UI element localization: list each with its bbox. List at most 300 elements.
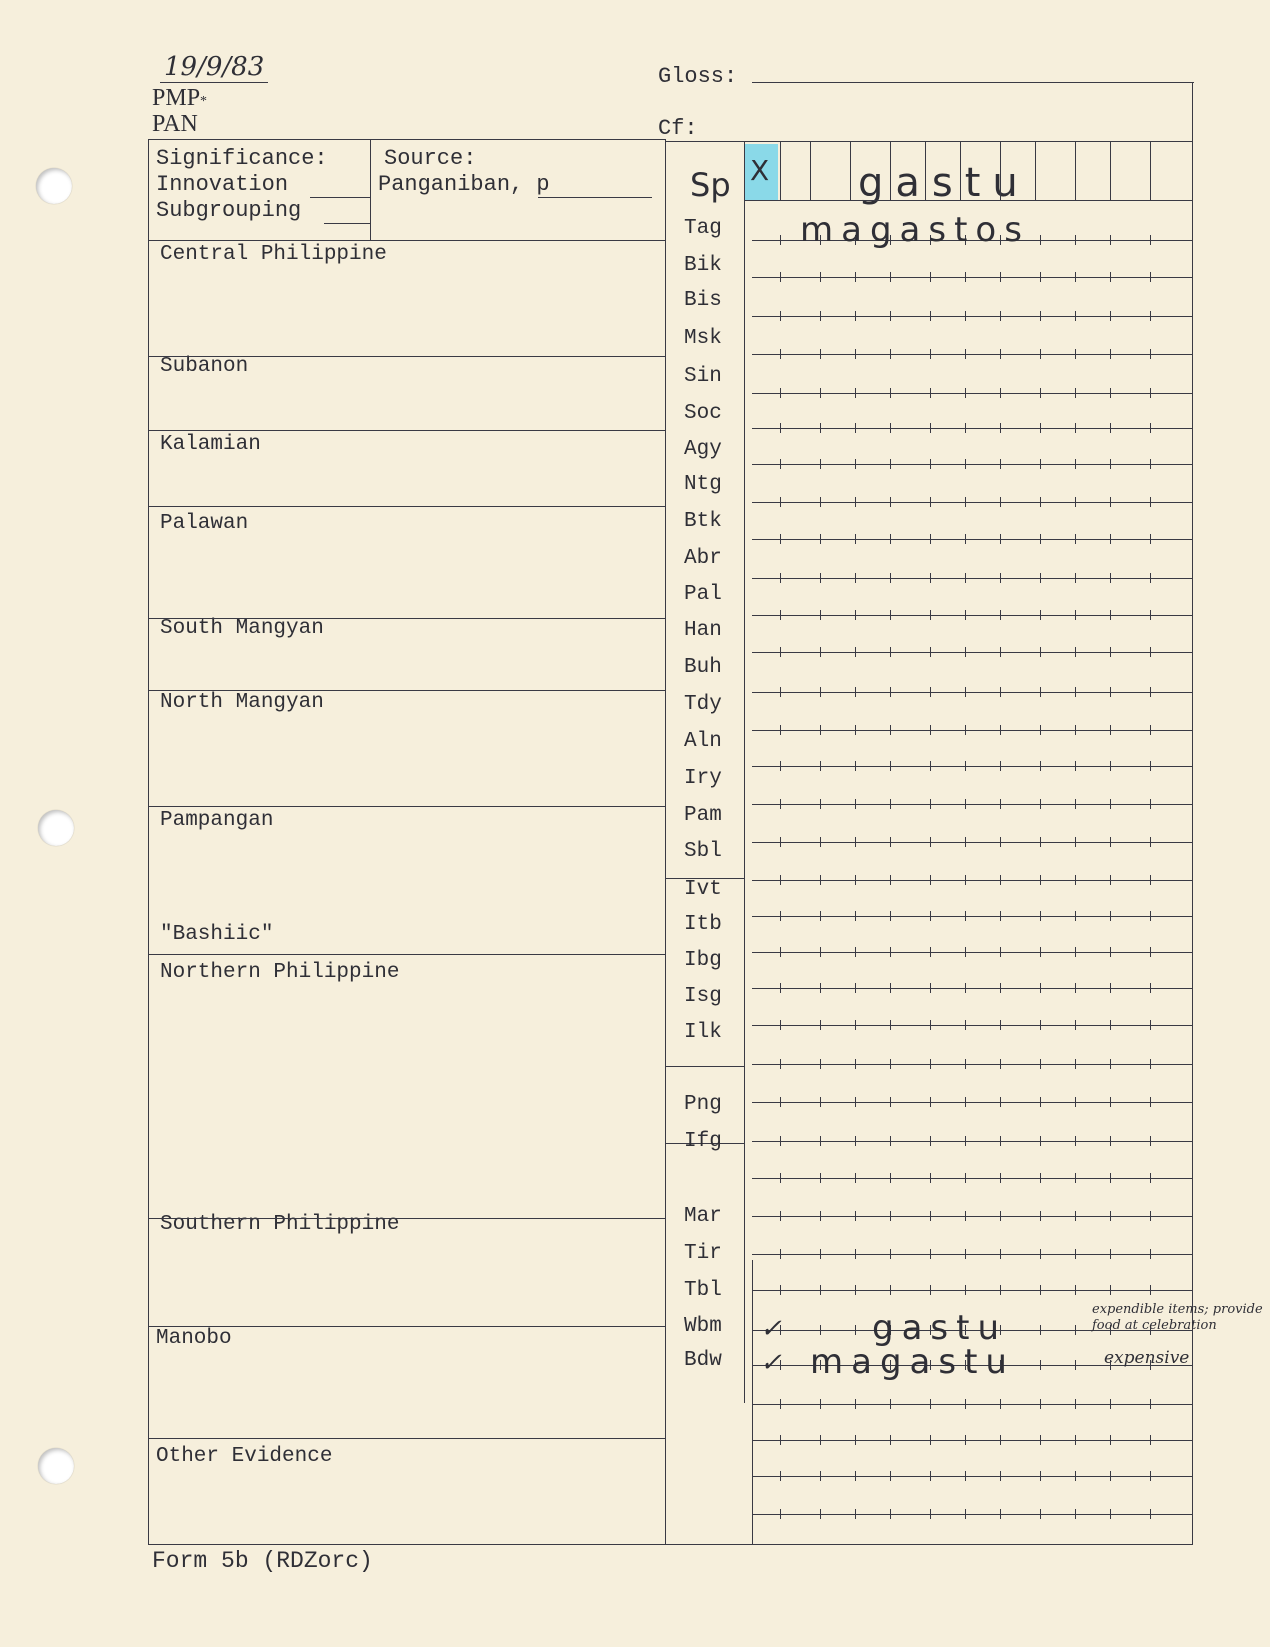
grid-line: [1150, 687, 1151, 697]
grid-line: [148, 1438, 665, 1439]
grid-line: [965, 272, 966, 282]
grid-line: [855, 947, 856, 957]
grid-line: [780, 459, 781, 469]
grid-line: [1110, 459, 1111, 469]
grid-line: [1150, 911, 1151, 921]
region-label: Southern Philippine: [160, 1213, 400, 1236]
grid-line: [930, 1285, 931, 1295]
language-code: Isg: [684, 985, 722, 1008]
grid-line: [780, 1285, 781, 1295]
source-page-blank: [538, 197, 652, 198]
grid-line: [820, 1509, 821, 1519]
grid-line: [1000, 534, 1001, 544]
grid-line: [1000, 837, 1001, 847]
grid-line: [1040, 311, 1041, 321]
grid-line: [780, 235, 781, 245]
grid-line: [1150, 1211, 1151, 1221]
grid-line: [855, 687, 856, 697]
grid-line: [965, 610, 966, 620]
punch-hole-bottom: [38, 1448, 74, 1484]
grid-line: [855, 1325, 856, 1335]
grid-line: [1040, 534, 1041, 544]
grid-line: [925, 141, 926, 201]
grid-line: [855, 1399, 856, 1409]
grid-line: [930, 1471, 931, 1481]
grid-line: [1000, 1435, 1001, 1445]
grid-line: [1110, 272, 1111, 282]
grid-line: [665, 139, 666, 1544]
region-label: North Mangyan: [160, 691, 324, 714]
grid-line: [1000, 761, 1001, 771]
grid-line: [855, 761, 856, 771]
grid-line: [820, 1435, 821, 1445]
grid-line: [780, 1509, 781, 1519]
grid-line: [855, 497, 856, 507]
region-label: Palawan: [160, 512, 249, 535]
grid-line: [752, 730, 1192, 731]
grid-line: [965, 911, 966, 921]
grid-line: [820, 1249, 821, 1259]
grid-line: [890, 1399, 891, 1409]
grid-line: [1075, 799, 1076, 809]
grid-line: [1150, 799, 1151, 809]
grid-line: [1075, 459, 1076, 469]
innovation-blank: [310, 197, 370, 198]
grid-line: [965, 349, 966, 359]
grid-line: [1040, 799, 1041, 809]
grid-line: [855, 1059, 856, 1069]
grid-line: [1040, 235, 1041, 245]
grid-line: [1110, 837, 1111, 847]
language-code: Mar: [684, 1205, 722, 1228]
proto-code: Sp: [690, 166, 731, 204]
source-label: Source:: [384, 146, 477, 171]
grid-line: [890, 1173, 891, 1183]
grid-line: [1000, 1211, 1001, 1221]
grid-line: [965, 1059, 966, 1069]
grid-line: [1075, 875, 1076, 885]
grid-line: [1075, 311, 1076, 321]
grid-line: [820, 1285, 821, 1295]
grid-line: [1040, 459, 1041, 469]
language-code: Bik: [684, 254, 722, 277]
grid-line: [1040, 1249, 1041, 1259]
grid-line: [1000, 1097, 1001, 1107]
grid-line: [890, 1020, 891, 1030]
grid-line: [820, 459, 821, 469]
grid-line: [890, 647, 891, 657]
grid-line: [820, 1471, 821, 1481]
grid-line: [1075, 1435, 1076, 1445]
grid-line: [1110, 1509, 1111, 1519]
grid-line: [820, 497, 821, 507]
grid-line: [780, 272, 781, 282]
grid-line: [930, 725, 931, 735]
grid-line: [148, 1218, 665, 1219]
grid-line: [1075, 610, 1076, 620]
proto-mark: X: [750, 154, 770, 187]
grid-line: [930, 983, 931, 993]
grid-line: [820, 1399, 821, 1409]
grid-line: [1040, 1399, 1041, 1409]
grid-line: [1075, 1325, 1076, 1335]
grid-line: [930, 875, 931, 885]
grid-line: [820, 911, 821, 921]
grid-line: [752, 277, 1192, 278]
grid-line: [1035, 141, 1036, 201]
language-code: Soc: [684, 402, 722, 425]
grid-line: [1150, 983, 1151, 993]
grid-line: [930, 911, 931, 921]
grid-line: [1150, 1285, 1151, 1295]
grid-line: [780, 610, 781, 620]
grid-line: [855, 647, 856, 657]
grid-line: [855, 1097, 856, 1107]
grid-line: [930, 837, 931, 847]
grid-line: [1000, 610, 1001, 620]
grid-line: [1110, 610, 1111, 620]
grid-line: [820, 725, 821, 735]
grid-line: [820, 573, 821, 583]
grid-line: [1110, 647, 1111, 657]
language-code: Tag: [684, 217, 722, 240]
language-code: Sin: [684, 365, 722, 388]
grid-line: [1040, 1435, 1041, 1445]
grid-line: [1040, 610, 1041, 620]
grid-line: [1075, 647, 1076, 657]
grid-line: [752, 1290, 1192, 1291]
grid-line: [1075, 983, 1076, 993]
grid-line: [820, 1136, 821, 1146]
grid-line: [855, 610, 856, 620]
grid-line: [1000, 911, 1001, 921]
grid-line: [1000, 725, 1001, 735]
grid-line: [890, 349, 891, 359]
grid-line: [855, 349, 856, 359]
form-footer: Form 5b (RDZorc): [152, 1548, 373, 1574]
grid-line: [1150, 1097, 1151, 1107]
grid-line: [780, 311, 781, 321]
grid-line: [820, 610, 821, 620]
grid-line: [820, 388, 821, 398]
grid-line: [1150, 1173, 1151, 1183]
region-label: "Bashiic": [160, 923, 274, 946]
grid-line: [965, 1399, 966, 1409]
language-code: Tir: [684, 1242, 722, 1265]
grid-line: [890, 1509, 891, 1519]
grid-line: [752, 652, 1192, 653]
grid-line: [780, 141, 781, 201]
grid-line: [1075, 837, 1076, 847]
grid-line: [1150, 423, 1151, 433]
language-code: Han: [684, 619, 722, 642]
grid-line: [1075, 1509, 1076, 1519]
grid-line: [1150, 610, 1151, 620]
grid-line: [780, 725, 781, 735]
grid-line: [1110, 311, 1111, 321]
grid-line: [890, 423, 891, 433]
punch-hole-top: [36, 168, 72, 204]
grid-line: [752, 539, 1192, 540]
grid-line: [1110, 761, 1111, 771]
grid-line: [752, 615, 1192, 616]
grid-line: [930, 459, 931, 469]
grid-line: [965, 983, 966, 993]
grid-line: [1000, 947, 1001, 957]
grid-line: [1075, 272, 1076, 282]
grid-line: [890, 1285, 891, 1295]
grid-line: [780, 388, 781, 398]
grid-line: [930, 497, 931, 507]
grid-line: [1000, 1020, 1001, 1030]
grid-line: [890, 911, 891, 921]
grid-line: [930, 573, 931, 583]
grid-line: [820, 837, 821, 847]
grid-line: [820, 1325, 821, 1335]
grid-line: [752, 393, 1192, 394]
grid-line: [148, 954, 665, 955]
language-code: Png: [684, 1093, 722, 1116]
grid-line: [752, 842, 1192, 843]
grid-line: [930, 534, 931, 544]
grid-line: [890, 141, 891, 201]
language-code: Pal: [684, 583, 722, 606]
grid-line: [752, 1141, 1192, 1142]
grid-line: [890, 1136, 891, 1146]
grid-line: [780, 799, 781, 809]
grid-line: [752, 1178, 1192, 1179]
grid-line: [930, 687, 931, 697]
grid-line: [1110, 1173, 1111, 1183]
grid-line: [780, 837, 781, 847]
grid-line: [1150, 573, 1151, 583]
grid-line: [780, 1059, 781, 1069]
grid-line: [752, 1025, 1192, 1026]
grid-line: [752, 1404, 1192, 1405]
subgrouping-blank: [324, 223, 370, 224]
grid-line: [744, 200, 1193, 201]
grid-line: [965, 1285, 966, 1295]
grid-line: [752, 1102, 1192, 1103]
grid-line: [930, 311, 931, 321]
grid-line: [820, 272, 821, 282]
grid-line: [780, 1249, 781, 1259]
grid-line: [930, 1059, 931, 1069]
grid-line: [855, 534, 856, 544]
grid-line: [930, 610, 931, 620]
language-code: Ivt: [684, 878, 722, 901]
grid-line: [1110, 423, 1111, 433]
grid-line: [820, 534, 821, 544]
region-label: Manobo: [156, 1327, 232, 1350]
grid-line: [370, 139, 371, 241]
grid-line: [1110, 911, 1111, 921]
grid-line: [1040, 1020, 1041, 1030]
language-code: Ntg: [684, 473, 722, 496]
grid-line: [930, 1136, 931, 1146]
grid-line: [965, 423, 966, 433]
grid-line: [1110, 349, 1111, 359]
grid-line: [1075, 1285, 1076, 1295]
grid-line: [965, 1173, 966, 1183]
grid-line: [890, 388, 891, 398]
grid-line: [855, 1471, 856, 1481]
language-code: Msk: [684, 327, 722, 350]
grid-line: [1150, 1136, 1151, 1146]
grid-line: [820, 647, 821, 657]
date: 19/9/83: [160, 52, 268, 83]
grid-line: [965, 761, 966, 771]
grid-line: [1040, 837, 1041, 847]
grid-line: [930, 947, 931, 957]
language-code: Aln: [684, 730, 722, 753]
grid-line: [1150, 761, 1151, 771]
grid-line: [780, 423, 781, 433]
grid-line: [1110, 1097, 1111, 1107]
source-value: Panganiban, p: [378, 172, 550, 197]
grid-line: [1040, 761, 1041, 771]
grid-line: [855, 1136, 856, 1146]
grid-line: [855, 1173, 856, 1183]
grid-line: [855, 388, 856, 398]
grid-line: [1040, 573, 1041, 583]
grid-line: [820, 1020, 821, 1030]
grid-line: [1150, 311, 1151, 321]
gloss-label: Gloss:: [658, 64, 738, 89]
grid-line: [780, 1471, 781, 1481]
grid-line: [1040, 1285, 1041, 1295]
grid-line: [890, 1059, 891, 1069]
grid-line: [965, 725, 966, 735]
grid-line: [1110, 799, 1111, 809]
grid-line: [752, 692, 1192, 693]
grid-line: [965, 459, 966, 469]
grid-line: [1110, 1435, 1111, 1445]
grid-line: [1075, 349, 1076, 359]
grid-line: [890, 875, 891, 885]
language-code: Iry: [684, 767, 722, 790]
language-code: Tdy: [684, 693, 722, 716]
grid-line: [752, 1254, 1192, 1255]
grid-line: [1110, 1211, 1111, 1221]
grid-line: [1040, 1471, 1041, 1481]
grid-line: [965, 947, 966, 957]
grid-line: [1110, 235, 1111, 245]
grid-line: [752, 578, 1192, 579]
grid-line: [855, 1435, 856, 1445]
grid-line: [930, 799, 931, 809]
grid-line: [752, 766, 1192, 767]
proto-form: gastu: [858, 160, 1030, 206]
grid-line: [965, 647, 966, 657]
language-code: Itb: [684, 913, 722, 936]
grid-line: [1150, 837, 1151, 847]
grid-line: [890, 534, 891, 544]
region-label: Subanon: [160, 355, 249, 378]
grid-line: [890, 1249, 891, 1259]
grid-line: [965, 311, 966, 321]
grid-line: [890, 837, 891, 847]
grid-line: [1040, 1173, 1041, 1183]
grid-line: [965, 1136, 966, 1146]
grid-line: [1040, 388, 1041, 398]
grid-line: [1110, 573, 1111, 583]
grid-line: [752, 952, 1192, 953]
grid-line: [965, 1020, 966, 1030]
grid-line: [1075, 1211, 1076, 1221]
grid-line: [1000, 141, 1001, 201]
region-label: Northern Philippine: [160, 961, 400, 984]
grid-line: [1150, 875, 1151, 885]
grid-line: [855, 311, 856, 321]
pmp-label: PMP*: [152, 85, 208, 111]
grid-line: [890, 497, 891, 507]
grid-line: [752, 1440, 1192, 1441]
grid-line: [965, 875, 966, 885]
grid-line: [1150, 725, 1151, 735]
grid-line: [890, 947, 891, 957]
grid-line: [1040, 687, 1041, 697]
grid-line: [1150, 388, 1151, 398]
grid-line: [1000, 388, 1001, 398]
grid-line: [890, 459, 891, 469]
grid-line: [930, 1509, 931, 1519]
grid-line: [1150, 141, 1151, 201]
grid-line: [855, 725, 856, 735]
grid-line: [820, 311, 821, 321]
grid-line: [1040, 647, 1041, 657]
language-code: Abr: [684, 547, 722, 570]
grid-line: [1075, 1020, 1076, 1030]
grid-line: [965, 687, 966, 697]
grid-line: [148, 618, 665, 619]
grid-line: [1040, 1509, 1041, 1519]
grid-line: [1040, 1097, 1041, 1107]
grid-line: [930, 423, 931, 433]
grid-line: [1040, 349, 1041, 359]
grid-line: [930, 1097, 931, 1107]
grid-line: [1110, 1285, 1111, 1295]
grid-line: [890, 687, 891, 697]
grid-line: [1150, 497, 1151, 507]
language-gloss: expendible items; provide food at celebration: [1092, 1302, 1263, 1333]
grid-line: [1110, 875, 1111, 885]
grid-line: [855, 1211, 856, 1221]
grid-line: [148, 139, 665, 140]
grid-line: [752, 354, 1192, 355]
grid-line: [930, 1020, 931, 1030]
grid-line: [1040, 423, 1041, 433]
language-code: Pam: [684, 804, 722, 827]
grid-line: [820, 947, 821, 957]
grid-line: [1075, 141, 1076, 201]
subgrouping-label: Subgrouping: [156, 198, 302, 223]
grid-line: [1000, 875, 1001, 885]
grid-line: [752, 1514, 1192, 1515]
grid-line: [930, 388, 931, 398]
region-label: Pampangan: [160, 809, 274, 832]
grid-line: [148, 806, 665, 807]
grid-line: [965, 1249, 966, 1259]
grid-line: [1000, 983, 1001, 993]
grid-line: [890, 272, 891, 282]
grid-line: [1075, 497, 1076, 507]
language-code: Ifg: [684, 1130, 722, 1153]
grid-line: [1150, 459, 1151, 469]
grid-line: [1000, 497, 1001, 507]
grid-line: [1040, 1325, 1041, 1335]
grid-line: [780, 1136, 781, 1146]
